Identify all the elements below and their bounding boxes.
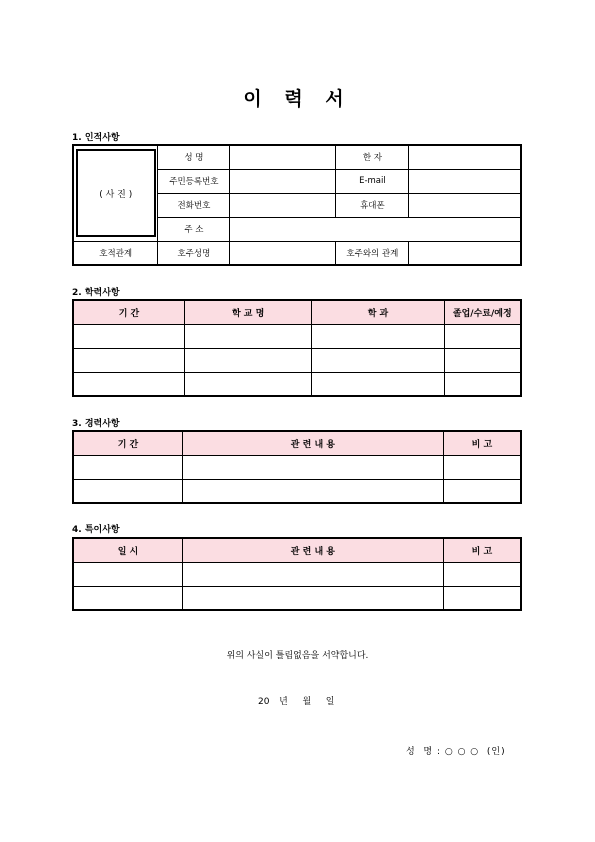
phone-label: 전화번호 <box>158 193 230 217</box>
personal-info-table <box>72 144 522 266</box>
address-field[interactable] <box>230 217 521 241</box>
career-header-remarks: 비 고 <box>443 431 521 455</box>
edu-cell[interactable] <box>73 348 184 372</box>
phone-field[interactable] <box>230 193 336 217</box>
career-cell[interactable] <box>183 455 444 479</box>
table-row <box>73 455 521 479</box>
edu-cell[interactable] <box>184 324 311 348</box>
career-header-period: 기 간 <box>73 431 183 455</box>
edu-cell[interactable] <box>73 372 184 396</box>
special-cell[interactable] <box>183 586 444 610</box>
career-cell[interactable] <box>443 479 521 503</box>
edu-cell[interactable] <box>444 348 521 372</box>
resident-no-field[interactable] <box>230 169 336 193</box>
special-header-datetime: 일 시 <box>73 538 183 562</box>
career-table <box>72 430 522 504</box>
section-title-special: 4. 특이사항 <box>72 525 120 535</box>
education-table <box>72 299 522 397</box>
table-row <box>73 324 521 348</box>
name-label: 성 명 <box>158 145 230 169</box>
edu-header-school: 학 교 명 <box>184 300 311 324</box>
career-header-details: 관 련 내 용 <box>183 431 444 455</box>
household-head-label: 호주성명 <box>158 241 230 265</box>
photo-placeholder[interactable]: ( 사 진 ) <box>76 149 156 237</box>
relation-to-head-field[interactable] <box>409 241 521 265</box>
special-header-details: 관 련 내 용 <box>183 538 444 562</box>
hanja-label: 한 자 <box>336 145 409 169</box>
section-title-career: 3. 경력사항 <box>72 419 120 429</box>
table-row <box>73 348 521 372</box>
signature-line: 성 명 : ○ ○ ○ (인) <box>406 747 506 757</box>
special-cell[interactable] <box>73 562 183 586</box>
table-row <box>73 562 521 586</box>
table-row <box>73 372 521 396</box>
career-cell[interactable] <box>73 479 183 503</box>
table-row <box>73 479 521 503</box>
section-title-personal: 1. 인적사항 <box>72 133 120 143</box>
career-cell[interactable] <box>443 455 521 479</box>
family-relation-label: 호적관계 <box>73 241 158 265</box>
edu-cell[interactable] <box>312 348 444 372</box>
edu-cell[interactable] <box>184 348 311 372</box>
special-cell[interactable] <box>443 586 521 610</box>
edu-header-status: 졸업/수료/예정 <box>444 300 521 324</box>
special-cell[interactable] <box>73 586 183 610</box>
mobile-field[interactable] <box>409 193 521 217</box>
edu-cell[interactable] <box>312 372 444 396</box>
edu-cell[interactable] <box>312 324 444 348</box>
address-label: 주 소 <box>158 217 230 241</box>
name-field[interactable] <box>230 145 336 169</box>
hanja-field[interactable] <box>409 145 521 169</box>
special-table <box>72 537 522 611</box>
edu-header-major: 학 과 <box>312 300 444 324</box>
photo-cell <box>73 145 158 241</box>
edu-cell[interactable] <box>184 372 311 396</box>
special-header-remarks: 비 고 <box>443 538 521 562</box>
email-label: E-mail <box>336 169 409 193</box>
document-title: 이 력 서 <box>243 88 352 110</box>
mobile-label: 휴대폰 <box>336 193 409 217</box>
email-field[interactable] <box>409 169 521 193</box>
pledge-text: 위의 사실이 틀림없음을 서약합니다. <box>226 651 369 661</box>
career-cell[interactable] <box>183 479 444 503</box>
table-row <box>73 586 521 610</box>
edu-cell[interactable] <box>444 372 521 396</box>
section-title-education: 2. 학력사항 <box>72 288 120 298</box>
relation-to-head-label: 호주와의 관계 <box>336 241 409 265</box>
special-cell[interactable] <box>183 562 444 586</box>
edu-cell[interactable] <box>444 324 521 348</box>
resident-no-label: 주민등록번호 <box>158 169 230 193</box>
special-cell[interactable] <box>443 562 521 586</box>
date-line: 20 년 월 일 <box>258 697 335 707</box>
edu-cell[interactable] <box>73 324 184 348</box>
edu-header-period: 기 간 <box>73 300 184 324</box>
career-cell[interactable] <box>73 455 183 479</box>
household-head-field[interactable] <box>230 241 336 265</box>
